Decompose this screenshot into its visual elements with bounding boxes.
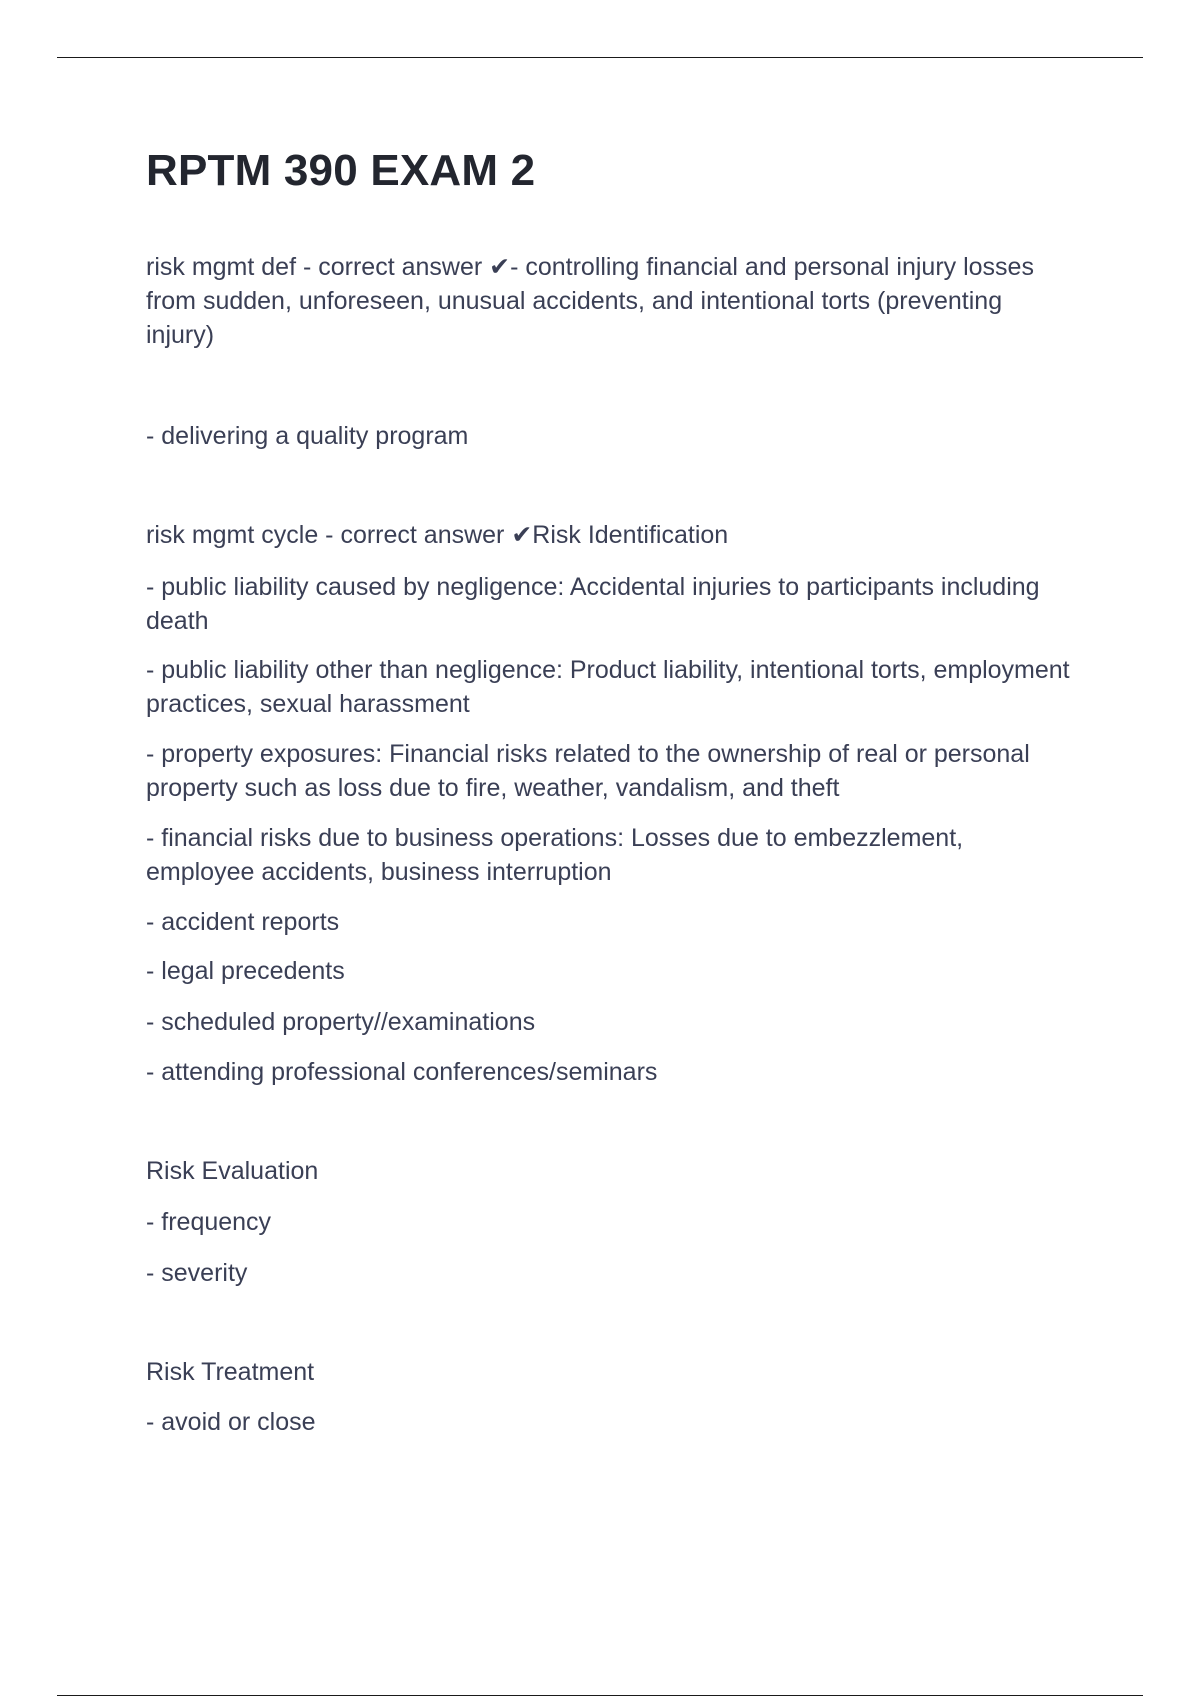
- list-item: - severity: [146, 1259, 248, 1287]
- list-item: - accident reports: [146, 908, 340, 936]
- heading-risk-evaluation: Risk Evaluation: [146, 1157, 319, 1185]
- list-item: - property exposures: Financial risks related to the ownership of real or personal property such as loss due to fire, weather, vandalism, and theft: [146, 740, 1030, 802]
- heading-risk-treatment: Risk Treatment: [146, 1358, 315, 1386]
- list-item: - attending professional conferences/seminars: [146, 1058, 658, 1086]
- list-item: - public liability other than negligence: Product liability, intentional torts, employment practices, sexual harassment: [146, 656, 1070, 718]
- paragraph-risk-mgmt-cycle: risk mgmt cycle - correct answer ✔Risk Identification: [146, 521, 729, 549]
- list-item: - delivering a quality program: [146, 422, 469, 450]
- paragraph-risk-mgmt-def: risk mgmt def - correct answer ✔- controlling financial and personal injury losses from sudden, unforeseen, unusual accidents, and intentional torts (preventing injury): [146, 253, 1034, 349]
- page-title: RPTM 390 EXAM 2: [146, 146, 536, 195]
- list-item: - scheduled property//examinations: [146, 1008, 536, 1036]
- list-item: - financial risks due to business operations: Losses due to embezzlement, employee accidents, business interruption: [146, 824, 964, 886]
- list-item: - legal precedents: [146, 957, 345, 985]
- top-rule: [57, 57, 1143, 58]
- list-item: - frequency: [146, 1208, 272, 1236]
- list-item: - avoid or close: [146, 1408, 316, 1436]
- list-item: - public liability caused by negligence: Accidental injuries to participants including death: [146, 573, 1040, 635]
- bottom-rule: [57, 1695, 1143, 1696]
